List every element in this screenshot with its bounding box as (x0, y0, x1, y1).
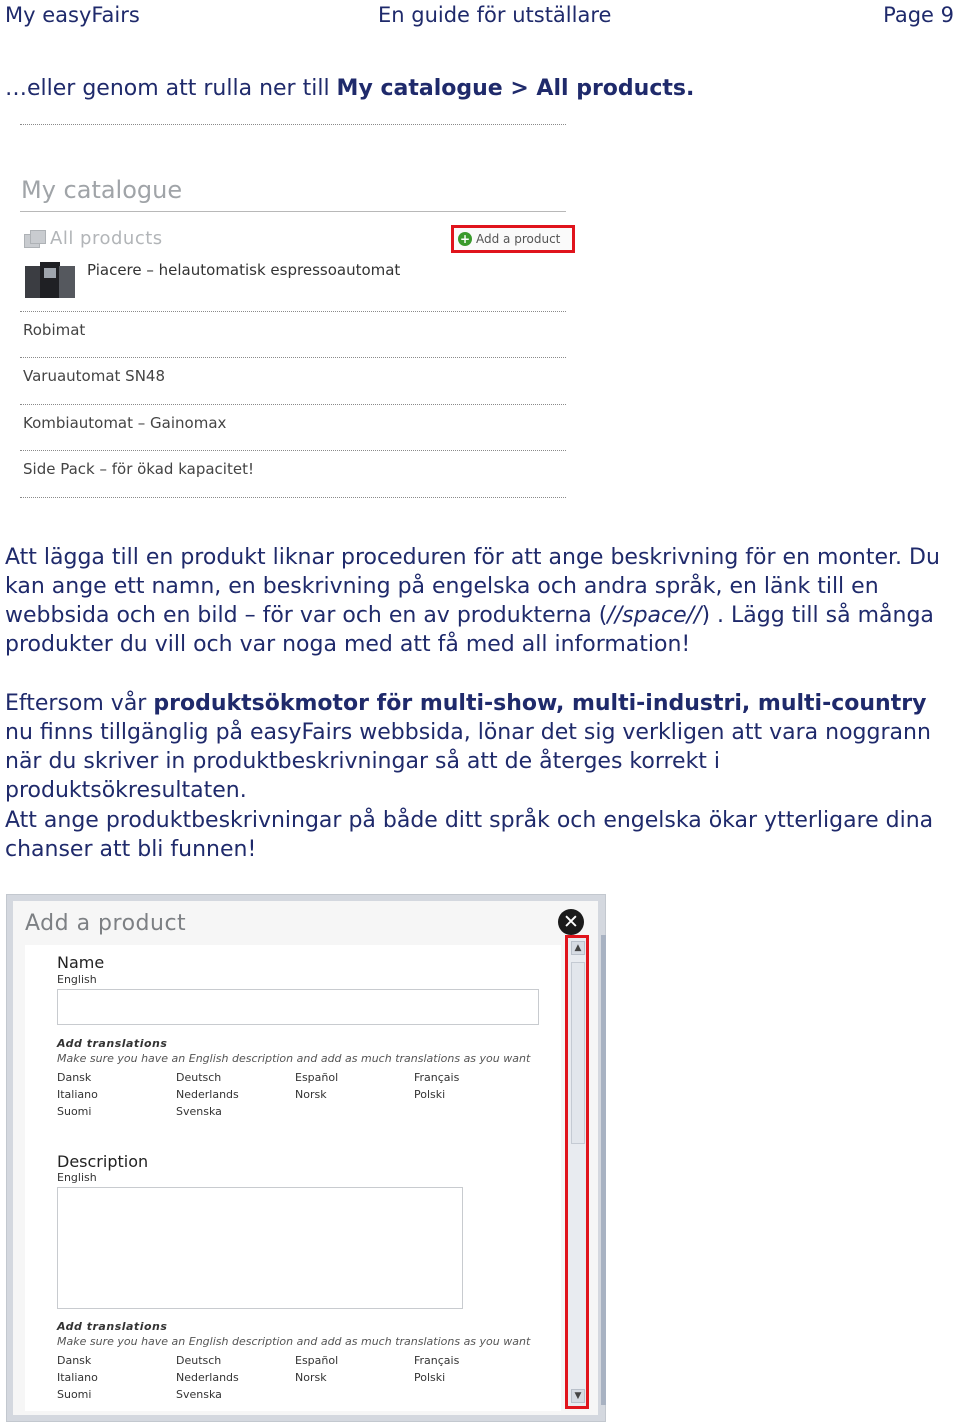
lang-link-svenska[interactable]: Svenska (176, 1388, 222, 1401)
header-left: My easyFairs (5, 3, 140, 27)
paragraph-1-a: Att lägga till en produkt liknar proceduren för att ange beskrivning för en monter. Du kan ange ett namn, en beskrivning på engelska och andra språk, en länk till en webbsida och en bild – för var och en av produkterna ( (5, 545, 940, 628)
lang-link-polski[interactable]: Polski (414, 1088, 446, 1101)
product-item[interactable]: Varuautomat SN48 (23, 367, 166, 385)
scrollbar[interactable] (565, 935, 589, 1409)
add-translations-heading: Add translations (57, 1320, 168, 1333)
description-language: English (57, 1171, 97, 1184)
divider (20, 404, 566, 405)
dialog-form (25, 945, 561, 1411)
page-number: Page 9 (883, 3, 954, 27)
header-center: En guide för utställare (378, 3, 612, 27)
paragraph-1-italic: //space// (607, 603, 702, 628)
lang-link-italiano[interactable]: Italiano (57, 1088, 98, 1101)
all-products-heading (24, 228, 163, 249)
lang-link-francais[interactable]: Français (414, 1071, 460, 1084)
intro-line (5, 74, 694, 104)
divider (20, 311, 566, 312)
name-label: Name (57, 953, 105, 972)
scroll-up-icon[interactable]: ▲ (571, 941, 585, 955)
paragraph-2-bold: produktsökmotor för multi-show, multi-industri, multi-country (153, 691, 927, 716)
lang-link-suomi[interactable]: Suomi (57, 1105, 92, 1118)
scrollbar-thumb[interactable] (571, 962, 585, 1144)
description-label: Description (57, 1152, 149, 1171)
lang-link-svenska[interactable]: Svenska (176, 1105, 222, 1118)
lang-link-suomi[interactable]: Suomi (57, 1388, 92, 1401)
translations-note: Make sure you have an English description and add as much translations as you want (57, 1335, 531, 1348)
lang-link-francais[interactable]: Français (414, 1354, 460, 1367)
lang-link-nederlands[interactable]: Nederlands (176, 1371, 239, 1384)
add-product-button[interactable] (451, 225, 575, 253)
divider (20, 357, 566, 358)
paragraph-2 (5, 689, 955, 805)
lang-link-polski[interactable]: Polski (414, 1371, 446, 1384)
divider (20, 497, 566, 498)
divider (20, 124, 566, 125)
scroll-down-icon[interactable]: ▼ (571, 1389, 585, 1403)
catalogue-icon (24, 230, 46, 248)
lang-link-italiano[interactable]: Italiano (57, 1371, 98, 1384)
paragraph-1 (5, 543, 955, 659)
lang-link-norsk[interactable]: Norsk (295, 1088, 327, 1101)
lang-link-espanol[interactable]: Español (295, 1354, 339, 1367)
plus-circle-icon: + (459, 232, 471, 246)
lang-link-nederlands[interactable]: Nederlands (176, 1088, 239, 1101)
name-input[interactable] (57, 989, 539, 1025)
product-thumbnail (25, 262, 75, 300)
description-textarea[interactable] (57, 1187, 463, 1309)
lang-link-dansk[interactable]: Dansk (57, 1354, 92, 1367)
all-products-label: All products (50, 228, 163, 249)
paragraph-3: Att ange produktbeskrivningar på både ditt språk och engelska ökar ytterligare dina chanser att bli funnen! (5, 808, 934, 862)
intro-prefix: …eller genom att rulla ner till (5, 76, 337, 101)
paragraph-2-b: nu finns tillgänglig på easyFairs webbsida, lönar det sig verkligen att vara noggrann när du skriver in produktbeskrivningar så att de återges korrekt i produktsökresultaten. (5, 720, 931, 803)
lang-link-espanol[interactable]: Español (295, 1071, 339, 1084)
background-edge (601, 935, 606, 1405)
add-product-label: Add a product (476, 232, 561, 246)
product-item[interactable]: Kombiautomat – Gainomax (23, 414, 227, 432)
add-translations-heading: Add translations (57, 1037, 168, 1050)
dialog-title: Add a product (25, 911, 187, 936)
divider (20, 211, 566, 212)
lang-link-dansk[interactable]: Dansk (57, 1071, 92, 1084)
lang-link-deutsch[interactable]: Deutsch (176, 1354, 222, 1367)
catalogue-screenshot (18, 118, 583, 503)
product-item[interactable]: Robimat (23, 321, 86, 339)
catalogue-title: My catalogue (21, 176, 183, 204)
name-language: English (57, 973, 97, 986)
lang-link-deutsch[interactable]: Deutsch (176, 1071, 222, 1084)
product-item[interactable]: Side Pack – för ökad kapacitet! (23, 460, 254, 478)
close-icon[interactable]: ✕ (558, 909, 584, 935)
divider (20, 450, 566, 451)
intro-path: My catalogue > All products. (336, 76, 695, 101)
translations-note: Make sure you have an English description and add as much translations as you want (57, 1052, 531, 1065)
lang-link-norsk[interactable]: Norsk (295, 1371, 327, 1384)
dialog-body (13, 901, 598, 1415)
paragraph-1-b: ) . Lägg till så många produkter du vill och var noga med att få med all information! (5, 603, 934, 657)
add-product-dialog (6, 894, 606, 1422)
paragraph-2-a: Eftersom vår (5, 691, 154, 716)
product-item[interactable]: Piacere – helautomatisk espressoautomat (87, 261, 401, 279)
